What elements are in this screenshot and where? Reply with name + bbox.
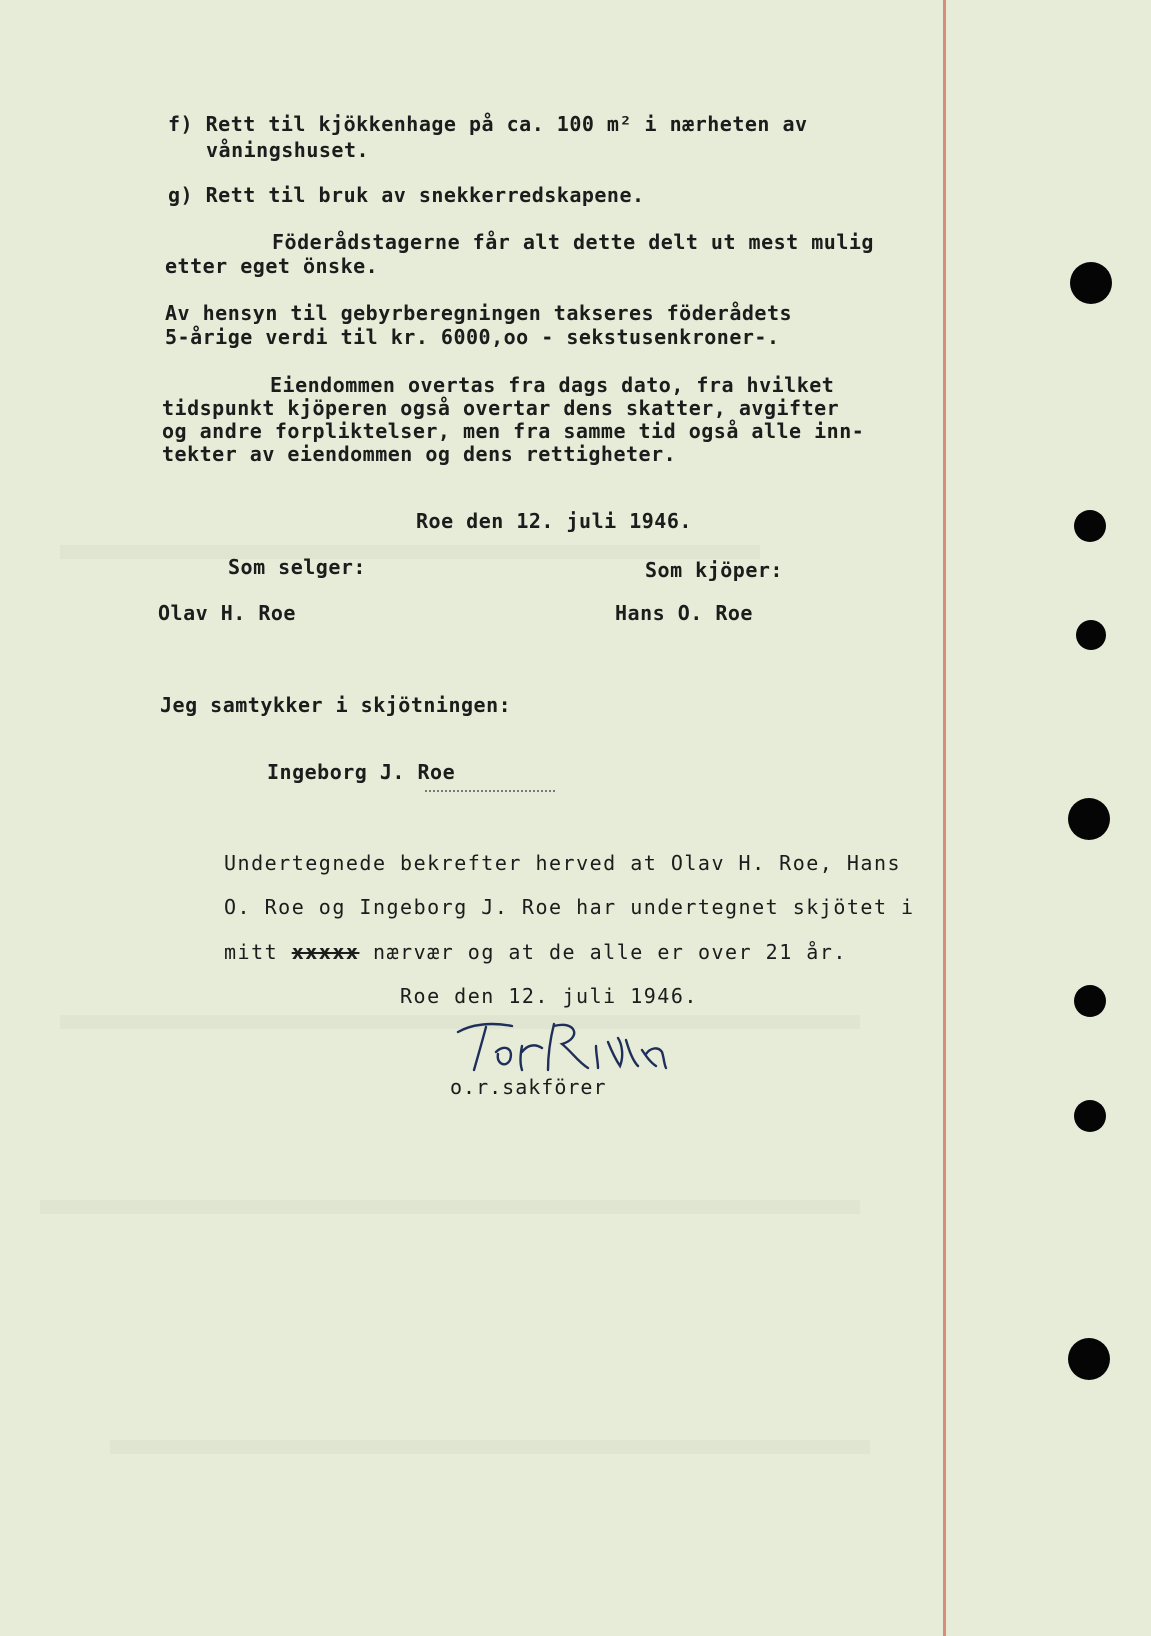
paragraph-1-line-2: etter eget önske.: [165, 254, 379, 278]
handwritten-signature: [450, 1010, 670, 1080]
binder-hole: [1074, 985, 1106, 1017]
struck-out-word: xxxxx: [291, 940, 360, 964]
seller-label: Som selger:: [228, 555, 366, 579]
bleed-through: [60, 545, 760, 559]
certification-place-date: Roe den 12. juli 1946.: [400, 984, 698, 1008]
paragraph-1-line-1: Föderådstagerne får alt dette delt ut mest mulig: [272, 230, 874, 254]
consent-name: Ingeborg J. Roe: [267, 760, 456, 784]
certification-line-3-start: mitt: [224, 940, 279, 964]
paragraph-2-line-2: 5-årige verdi til kr. 6000,oo - sekstusenkroner-.: [165, 325, 780, 349]
buyer-name: Hans O. Roe: [615, 601, 753, 625]
paragraph-3-line-1: Eiendommen overtas fra dags dato, fra hvilket: [270, 373, 835, 397]
certification-line-3: [224, 940, 847, 964]
signature-dotted-line: [425, 790, 555, 792]
clause-g: g) Rett til bruk av snekkerredskapene.: [168, 183, 645, 207]
clause-f-line-2: våningshuset.: [206, 138, 370, 162]
binder-hole: [1074, 1100, 1106, 1132]
paragraph-3-line-3: og andre forpliktelser, men fra samme tid også alle inn-: [162, 419, 865, 443]
paragraph-3-line-2: tidspunkt kjöperen også overtar dens skatter, avgifter: [162, 396, 840, 420]
red-margin-line: [943, 0, 946, 1636]
bleed-through: [40, 1200, 860, 1214]
signing-place-date: Roe den 12. juli 1946.: [416, 509, 692, 533]
binder-hole: [1068, 798, 1110, 840]
binder-hole: [1076, 620, 1106, 650]
binder-hole: [1074, 510, 1106, 542]
binder-hole: [1070, 262, 1112, 304]
paragraph-3-line-4: tekter av eiendommen og dens rettigheter.: [162, 442, 677, 466]
binder-hole: [1068, 1338, 1110, 1380]
paragraph-2-line-1: Av hensyn til gebyrberegningen takseres föderådets: [165, 301, 793, 325]
certification-line-1: Undertegnede bekrefter herved at Olav H. Roe, Hans: [224, 851, 902, 875]
bleed-through: [110, 1440, 870, 1454]
consent-statement: Jeg samtykker i skjötningen:: [160, 693, 512, 717]
certification-line-2: O. Roe og Ingeborg J. Roe har undertegnet skjötet i: [224, 895, 915, 919]
buyer-label: Som kjöper:: [645, 558, 783, 582]
clause-f-line-1: f) Rett til kjökkenhage på ca. 100 m² i nærheten av: [168, 112, 808, 136]
signer-title: o.r.sakförer: [450, 1075, 607, 1099]
certification-line-3-end: nærvær og at de alle er over 21 år.: [372, 940, 847, 964]
seller-name: Olav H. Roe: [158, 601, 296, 625]
